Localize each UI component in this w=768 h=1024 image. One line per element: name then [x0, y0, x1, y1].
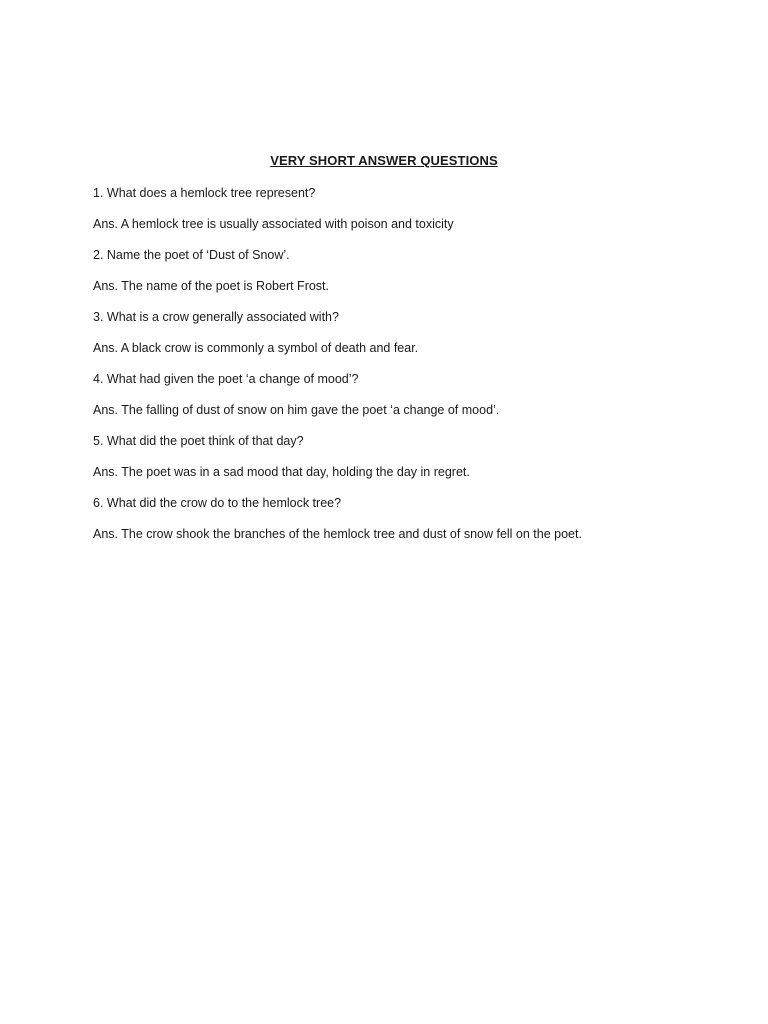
- answer-6: Ans. The crow shook the branches of the hemlock tree and dust of snow fell on the poet.: [93, 527, 582, 541]
- question-4: 4. What had given the poet ‘a change of mood’?: [93, 372, 359, 386]
- question-5: 5. What did the poet think of that day?: [93, 434, 304, 448]
- question-2: 2. Name the poet of ‘Dust of Snow’.: [93, 248, 290, 262]
- question-1: 1. What does a hemlock tree represent?: [93, 186, 316, 200]
- answer-3: Ans. A black crow is commonly a symbol of death and fear.: [93, 341, 419, 355]
- question-3: 3. What is a crow generally associated with?: [93, 310, 339, 324]
- qa-list: [93, 185, 713, 557]
- answer-2: Ans. The name of the poet is Robert Frost.: [93, 279, 329, 293]
- answer-4: Ans. The falling of dust of snow on him gave the poet ‘a change of mood’.: [93, 403, 500, 417]
- document-title: VERY SHORT ANSWER QUESTIONS: [270, 153, 498, 168]
- answer-5: Ans. The poet was in a sad mood that day, holding the day in regret.: [93, 465, 470, 479]
- question-6: 6. What did the crow do to the hemlock tree?: [93, 496, 342, 510]
- answer-1: Ans. A hemlock tree is usually associated with poison and toxicity: [93, 217, 454, 231]
